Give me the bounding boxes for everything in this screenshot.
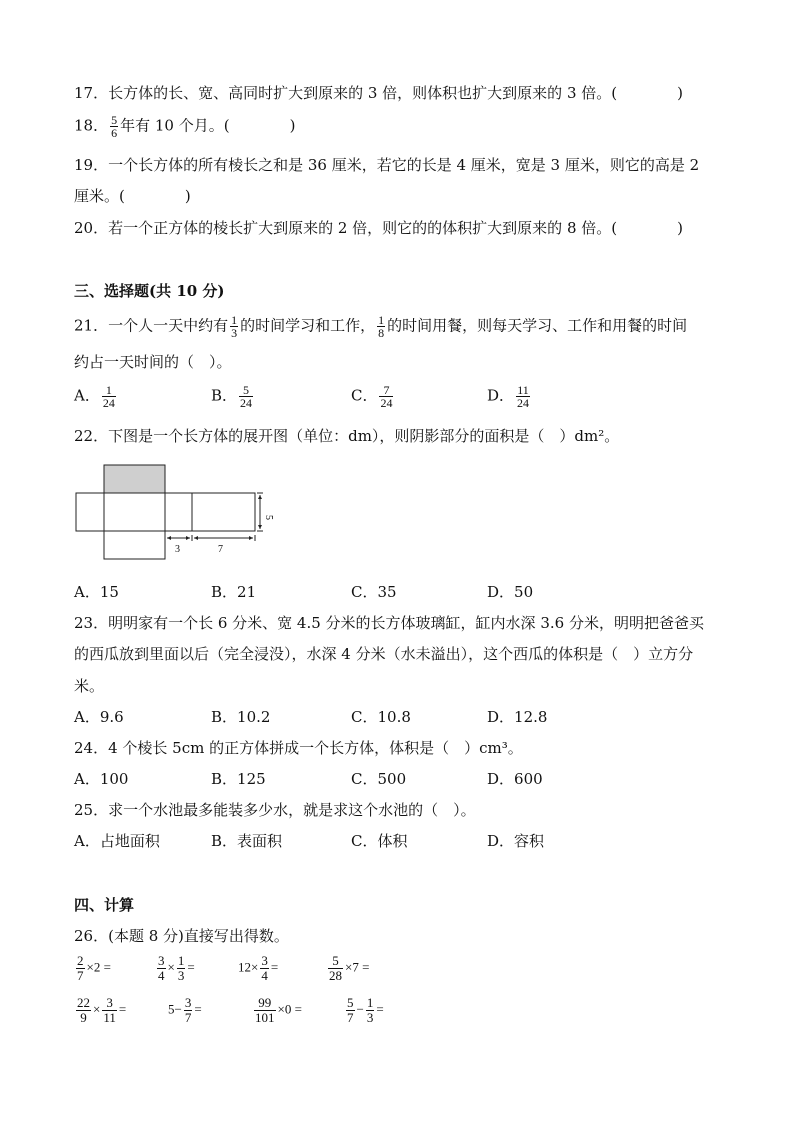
q21-line2: 约占一天时间的（ ）。 [74, 353, 232, 371]
calc-item-1: $\frac{2}{7}$ ×2 = [77, 953, 111, 983]
section-4-title: 四、计算 [74, 896, 135, 914]
q21-option-b[interactable]: B． $\frac{5}{24}$ [211, 383, 253, 410]
net-front-face [104, 493, 165, 531]
q18 [74, 114, 295, 139]
q22-option-c[interactable]: C．35 [351, 583, 397, 601]
q22-option-d[interactable]: D．50 [487, 583, 534, 601]
q21-part1: 一个人一天中约有 [108, 316, 229, 335]
q21-fraction-2: $\frac{1}{8}$ [378, 313, 385, 340]
q24-option-d[interactable]: D．600 [487, 770, 543, 788]
net-bottom-face [104, 531, 165, 559]
q23-line2: 的西瓜放到里面以后（完全浸没），水深 4 分米（水未溢出），这个西瓜的体积是（ ）立方分 [74, 645, 694, 663]
q21-option-c[interactable]: C． $\frac{7}{24}$ [351, 383, 393, 410]
q24-option-a[interactable]: A．100 [74, 770, 129, 788]
q21-part3: 的时间用餐，则每天学习、工作和用餐的时间 [387, 316, 688, 335]
q23-line1: 23．明明家有一个长 6 分米、宽 4.5 分米的长方体玻璃缸，缸内水深 3.6 分米，明明把爸爸买 [74, 614, 704, 632]
q24-option-b[interactable]: B．125 [211, 770, 266, 788]
q23-option-b[interactable]: B．10.2 [211, 708, 271, 726]
q18-fraction: $\frac{5}{6}$ [111, 113, 118, 140]
net-right-face [165, 493, 192, 531]
q21-option-a[interactable]: A． $\frac{1}{24}$ [74, 383, 115, 410]
q25-option-a[interactable]: A．占地面积 [74, 832, 160, 850]
dim-label-7: 7 [218, 544, 223, 555]
q26-text: 26．(本题 8 分)直接写出得数。 [74, 927, 289, 945]
q18-text: 年有 10 个月。( ) [120, 116, 296, 135]
q22-text: 22．下图是一个长方体的展开图（单位：dm），则阴影部分的面积是（ ）dm²。 [74, 427, 620, 445]
q21-num: 21． [74, 316, 109, 335]
q23-option-c[interactable]: C．10.8 [351, 708, 411, 726]
calc-item-4: $\frac{5}{28}$ ×7 = [329, 953, 370, 983]
calc-item-6: 5− $\frac{3}{7}$ = [168, 995, 202, 1025]
calc-item-2: $\frac{3}{4}$ × $\frac{1}{3}$ = [158, 953, 195, 983]
calc-item-7: $\frac{99}{101}$ ×0 = [255, 995, 302, 1025]
q22-option-b[interactable]: B．21 [211, 583, 257, 601]
section-3-title: 三、选择题(共 10 分) [74, 282, 225, 300]
q25-text: 25．求一个水池最多能装多少水，就是求这个水池的（ ）。 [74, 801, 476, 819]
q24-text: 24．4 个棱长 5cm 的正方体拼成一个长方体，体积是（ ）cm³。 [74, 739, 523, 757]
q25-option-c[interactable]: C．体积 [351, 832, 408, 850]
dim-label-5: 5 [263, 515, 274, 520]
q18-num: 18． [74, 116, 109, 135]
q21-part2: 的时间学习和工作， [240, 316, 376, 335]
q25-option-d[interactable]: D．容积 [487, 832, 545, 850]
q21-fraction-1: $\frac{1}{3}$ [231, 313, 238, 340]
net-back-face [192, 493, 255, 531]
q23-option-d[interactable]: D．12.8 [487, 708, 548, 726]
q22-option-a[interactable]: A．15 [74, 583, 119, 601]
dim-label-3: 3 [175, 544, 180, 555]
q24-option-c[interactable]: C．500 [351, 770, 407, 788]
q23-option-a[interactable]: A．9.6 [74, 708, 124, 726]
q25-option-b[interactable]: B．表面积 [211, 832, 283, 850]
q21-line1 [74, 314, 687, 339]
net-top-face-shaded [104, 465, 165, 493]
calc-item-8: $\frac{5}{7}$ − $\frac{1}{3}$ = [347, 995, 384, 1025]
q19-line2: 厘米。( ) [74, 187, 191, 205]
q17-text: 17．长方体的长、宽、高同时扩大到原来的 3 倍，则体积也扩大到原来的 3 倍。( ) [74, 84, 683, 102]
q19-line1: 19．一个长方体的所有棱长之和是 36 厘米，若它的长是 4 厘米，宽是 3 厘米，则它的高是 2 [74, 156, 700, 174]
q23-line3: 米。 [74, 677, 105, 695]
net-left-face [76, 493, 104, 531]
q22-net-diagram [70, 460, 280, 565]
calc-item-5: $\frac{22}{9}$ × $\frac{3}{11}$ = [77, 995, 127, 1025]
calc-item-3: 12× $\frac{3}{4}$ = [238, 953, 279, 983]
q21-option-d[interactable]: D． $\frac{11}{24}$ [487, 383, 530, 410]
q20-text: 20．若一个正方体的棱长扩大到原来的 2 倍，则它的的体积扩大到原来的 8 倍。( ) [74, 219, 683, 237]
